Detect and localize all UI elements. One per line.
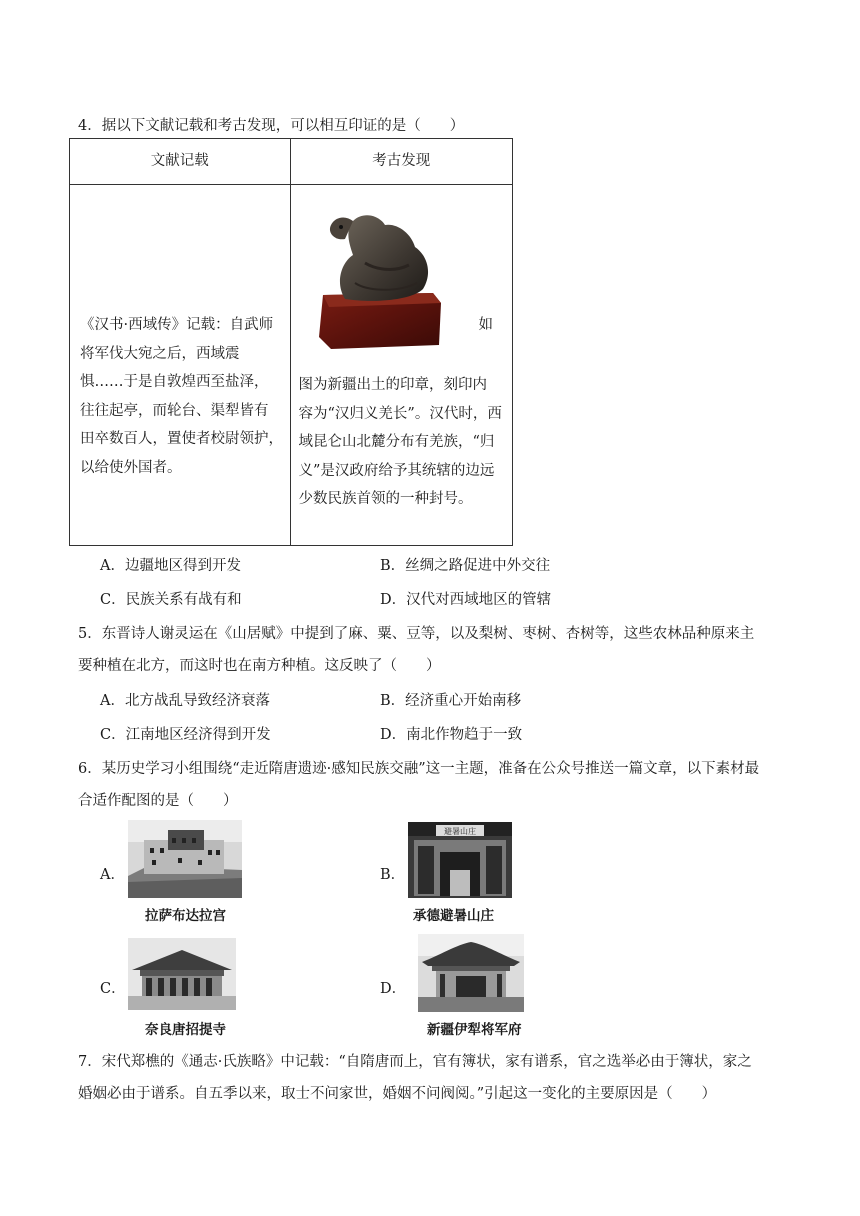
q4-stem: 4．据以下文献记载和考古发现，可以相互印证的是（ ）: [78, 118, 465, 134]
literature-line: 惧……于是自敦煌西至盐泽，: [80, 374, 269, 390]
archaeology-line: 域昆仑山北麓分布有羌族，“归: [298, 434, 495, 450]
archaeology-line: 图为新疆出土的印章，刻印内: [298, 377, 487, 393]
q4-option-d[interactable]: D．汉代对西域地区的管辖: [380, 592, 552, 608]
literature-line: 田卒数百人，置使者校尉领护，: [80, 431, 283, 447]
archaeology-text-tail: 如: [478, 317, 493, 333]
literature-line: 《汉书·西域传》记载：自武师: [80, 317, 274, 333]
q5-stem-line1: 5．东晋诗人谢灵运在《山居赋》中提到了麻、粟、豆等，以及梨树、枣树、杏树等，这些农林品种原来主: [78, 626, 755, 642]
table-header-literature: 文献记载: [70, 139, 291, 185]
q6-stem-line2: 合适作配图的是（ ）: [78, 793, 238, 809]
q5-option-d[interactable]: D．南北作物趋于一致: [380, 727, 523, 743]
potala-palace-image[interactable]: [128, 820, 242, 898]
q4-table: [69, 138, 513, 546]
archaeology-cell: [290, 185, 513, 546]
q6-option-c-letter[interactable]: C．: [100, 981, 126, 997]
table-header-archaeology: 考古发现: [290, 139, 513, 185]
q5-stem-line2: 要种植在北方，而这时也在南方种植。这反映了（ ）: [78, 658, 441, 674]
seal-image: [305, 203, 453, 353]
q5-option-b[interactable]: B．经济重心开始南移: [380, 693, 522, 709]
q4-option-c[interactable]: C．民族关系有战有和: [100, 592, 242, 608]
literature-line: 将军伐大宛之后，西域震: [80, 345, 240, 362]
potala-caption: 拉萨布达拉宫: [145, 908, 226, 924]
archaeology-line: 义”是汉政府给予其统辖的边远: [298, 462, 495, 479]
ili-mansion-image[interactable]: [418, 934, 524, 1012]
literature-line: 往往起亭，而轮台、渠犁皆有: [80, 402, 269, 419]
q4-option-b[interactable]: B．丝绸之路促进中外交往: [380, 558, 551, 574]
q6-stem-line1: 6．某历史学习小组围绕“走近隋唐遗迹·感知民族交融”这一主题，准备在公众号推送一篇文章，以下素材最: [78, 761, 760, 777]
q7-stem-line2: 婚姻必由于谱系。自五季以来，取士不问家世，婚姻不问阀阅。”引起这一变化的主要原因是（ ）: [78, 1086, 717, 1102]
archaeology-line: 容为“汉归义羌长”。汉代时，西: [298, 405, 502, 422]
ili-caption: 新疆伊犁将军府: [427, 1022, 522, 1038]
q6-option-a-letter[interactable]: A．: [100, 867, 125, 883]
q4-option-a[interactable]: A．边疆地区得到开发: [100, 558, 241, 574]
archaeology-line: 少数民族首领的一种封号。: [298, 491, 473, 507]
q5-option-c[interactable]: C．江南地区经济得到开发: [100, 727, 271, 743]
literature-text: [80, 311, 283, 482]
q6-option-d-letter[interactable]: D．: [380, 981, 407, 997]
chengde-resort-image[interactable]: [408, 822, 512, 898]
literature-cell: [70, 185, 291, 546]
q6-option-b-letter[interactable]: B．: [380, 867, 406, 883]
resort-sign-text: 避暑山庄: [444, 827, 476, 836]
literature-line: 以给使外国者。: [80, 459, 182, 476]
q7-stem-line1: 7．宋代郑樵的《通志·氏族略》中记载：“自隋唐而上，官有簿状，家有谱系，官之选举必由于簿状，家之: [78, 1054, 752, 1070]
toshodaiji-image[interactable]: [128, 938, 236, 1010]
toshodaiji-caption: 奈良唐招提寺: [145, 1022, 226, 1038]
chengde-caption: 承德避暑山庄: [413, 908, 494, 924]
q5-option-a[interactable]: A．北方战乱导致经济衰落: [100, 693, 270, 709]
archaeology-text: [299, 371, 502, 514]
